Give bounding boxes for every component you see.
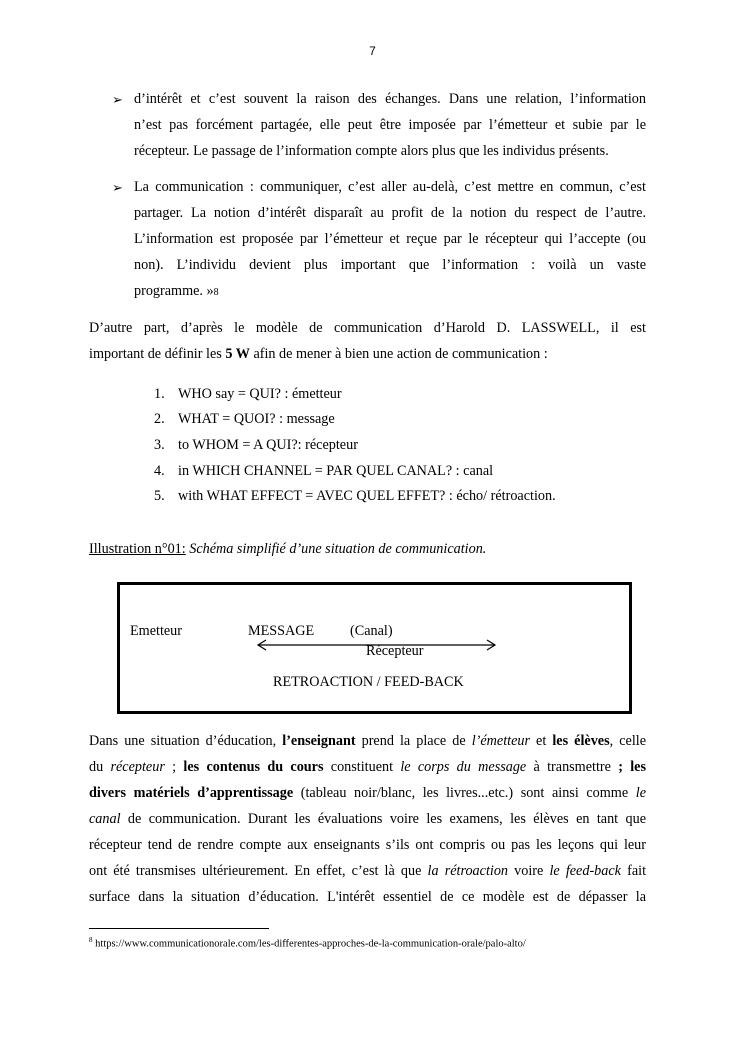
- bullet1-line: n’est pas forcément partagée, elle peut être imposée par l’émetteur et subie par le: [134, 117, 646, 133]
- footnote-ref: 8: [213, 287, 219, 298]
- text-run-bold: l’enseignant: [282, 733, 356, 749]
- text-run-bold: les contenus du cours: [183, 759, 324, 775]
- diagram-canal: (Canal): [350, 623, 393, 639]
- para2-line: [89, 785, 646, 802]
- text-run-italic: l’émetteur: [471, 733, 530, 749]
- para1-line1: D’autre part, d’après le modèle de communication d’Harold D. LASSWELL, il est: [89, 320, 646, 336]
- text-run-bold: les élèves: [552, 733, 610, 749]
- text-run-italic: le: [635, 785, 646, 801]
- text-run-italic: la rétroaction: [427, 863, 509, 879]
- footnote-number: 8: [89, 936, 93, 944]
- illustration-label: Illustration n°01:: [89, 541, 186, 557]
- bullet1-line: d’intérêt et c’est souvent la raison des échanges. Dans une relation, l’information: [134, 91, 646, 107]
- diagram-message: MESSAGE: [248, 623, 315, 639]
- bullet2-line: partager. La notion d’intérêt disparaît au profit de la notion du respect de l’autre.: [134, 205, 646, 221]
- list-number: 2.: [154, 411, 165, 427]
- text-run-bold: divers matériels d’apprentissage: [89, 785, 294, 801]
- bullet2-line: L’information est proposée par l’émetteur et reçue par le récepteur qui l’accepte (ou: [134, 231, 646, 247]
- para2-line: [89, 759, 646, 776]
- text-run: (tableau noir/blanc, les livres...etc.) sont ainsi comme: [293, 785, 636, 801]
- text-run-italic: canal: [89, 811, 121, 827]
- list-text: to WHOM = A QUI?: récepteur: [178, 437, 358, 453]
- para2-line: [89, 863, 646, 880]
- page-number: 7: [369, 44, 376, 58]
- arrow-bullet-icon: ➢: [112, 180, 123, 195]
- list-text: with WHAT EFFECT = AVEC QUEL EFFET? : écho/ rétroaction.: [178, 488, 556, 504]
- bullet1-line: récepteur. Le passage de l’information compte alors plus que les individus présents.: [134, 143, 609, 159]
- para2-line: récepteur tend de rendre compte aux enseignants s’ils ont compris ou pas les leçons qui leur: [89, 837, 646, 853]
- text-run: Dans une situation d’éducation,: [89, 733, 283, 749]
- text-run: afin de mener à bien une action de communication :: [249, 346, 548, 362]
- bullet2-line: non). L’individu devient plus important que l’information : voilà un vaste: [134, 257, 646, 273]
- diagram-retroaction: RETROACTION / FEED-BACK: [273, 674, 464, 690]
- text-run-italic: récepteur: [110, 759, 165, 775]
- para1-line2: [89, 346, 646, 363]
- para2-line: surface dans la situation d’éducation. L'intérêt essentiel de ce modèle est de dépasser la: [89, 889, 646, 905]
- text-run: constituent: [323, 759, 401, 775]
- illustration-title: Schéma simplifié d’une situation de communication.: [185, 541, 487, 557]
- text-run: fait: [620, 863, 647, 879]
- footnote-divider: [89, 928, 269, 929]
- text-run-bold: 5 W: [225, 346, 250, 362]
- list-number: 4.: [154, 463, 165, 479]
- para2-line: [89, 811, 646, 828]
- communication-diagram: [117, 582, 632, 714]
- list-number: 3.: [154, 437, 165, 453]
- list-text: WHAT = QUOI? : message: [178, 411, 335, 427]
- list-text: in WHICH CHANNEL = PAR QUEL CANAL? : canal: [178, 463, 494, 479]
- text-run: à transmettre: [526, 759, 619, 775]
- text-run: ;: [164, 759, 184, 775]
- text-run: du: [89, 759, 111, 775]
- text-run-bold: ; les: [618, 759, 646, 775]
- footnote: [89, 936, 526, 950]
- text-run: , celle: [609, 733, 646, 749]
- diagram-emetteur: Emetteur: [130, 623, 182, 639]
- bullet2-last-line: [134, 283, 646, 301]
- arrow-bullet-icon: ➢: [112, 92, 123, 107]
- text-run-italic: le corps du message: [400, 759, 527, 775]
- para2-line: [89, 733, 646, 750]
- bullet2-line: La communication : communiquer, c’est aller au-delà, c’est mettre en commun, c’est: [134, 179, 646, 195]
- bullet2-line: programme. »: [134, 283, 214, 299]
- diagram-recepteur: Récepteur: [366, 643, 424, 659]
- text-run: ont été transmises ultérieurement. En effet, c’est là que: [89, 863, 428, 879]
- text-run: prend la place de: [355, 733, 472, 749]
- list-number: 5.: [154, 488, 165, 504]
- text-run: et: [530, 733, 553, 749]
- list-number: 1.: [154, 386, 165, 402]
- text-run: voire: [508, 863, 550, 879]
- text-run: de communication. Durant les évaluations voire les examens, les élèves en tant que: [120, 811, 646, 827]
- illustration-caption: [89, 541, 486, 558]
- footnote-link[interactable]: https://www.communicationorale.com/les-differentes-approches-de-la-communication-orale/palo-alto/: [92, 938, 526, 950]
- text-run: important de définir les: [89, 346, 226, 362]
- list-text: WHO say = QUI? : émetteur: [178, 386, 342, 402]
- text-run-italic: le feed-back: [549, 863, 621, 879]
